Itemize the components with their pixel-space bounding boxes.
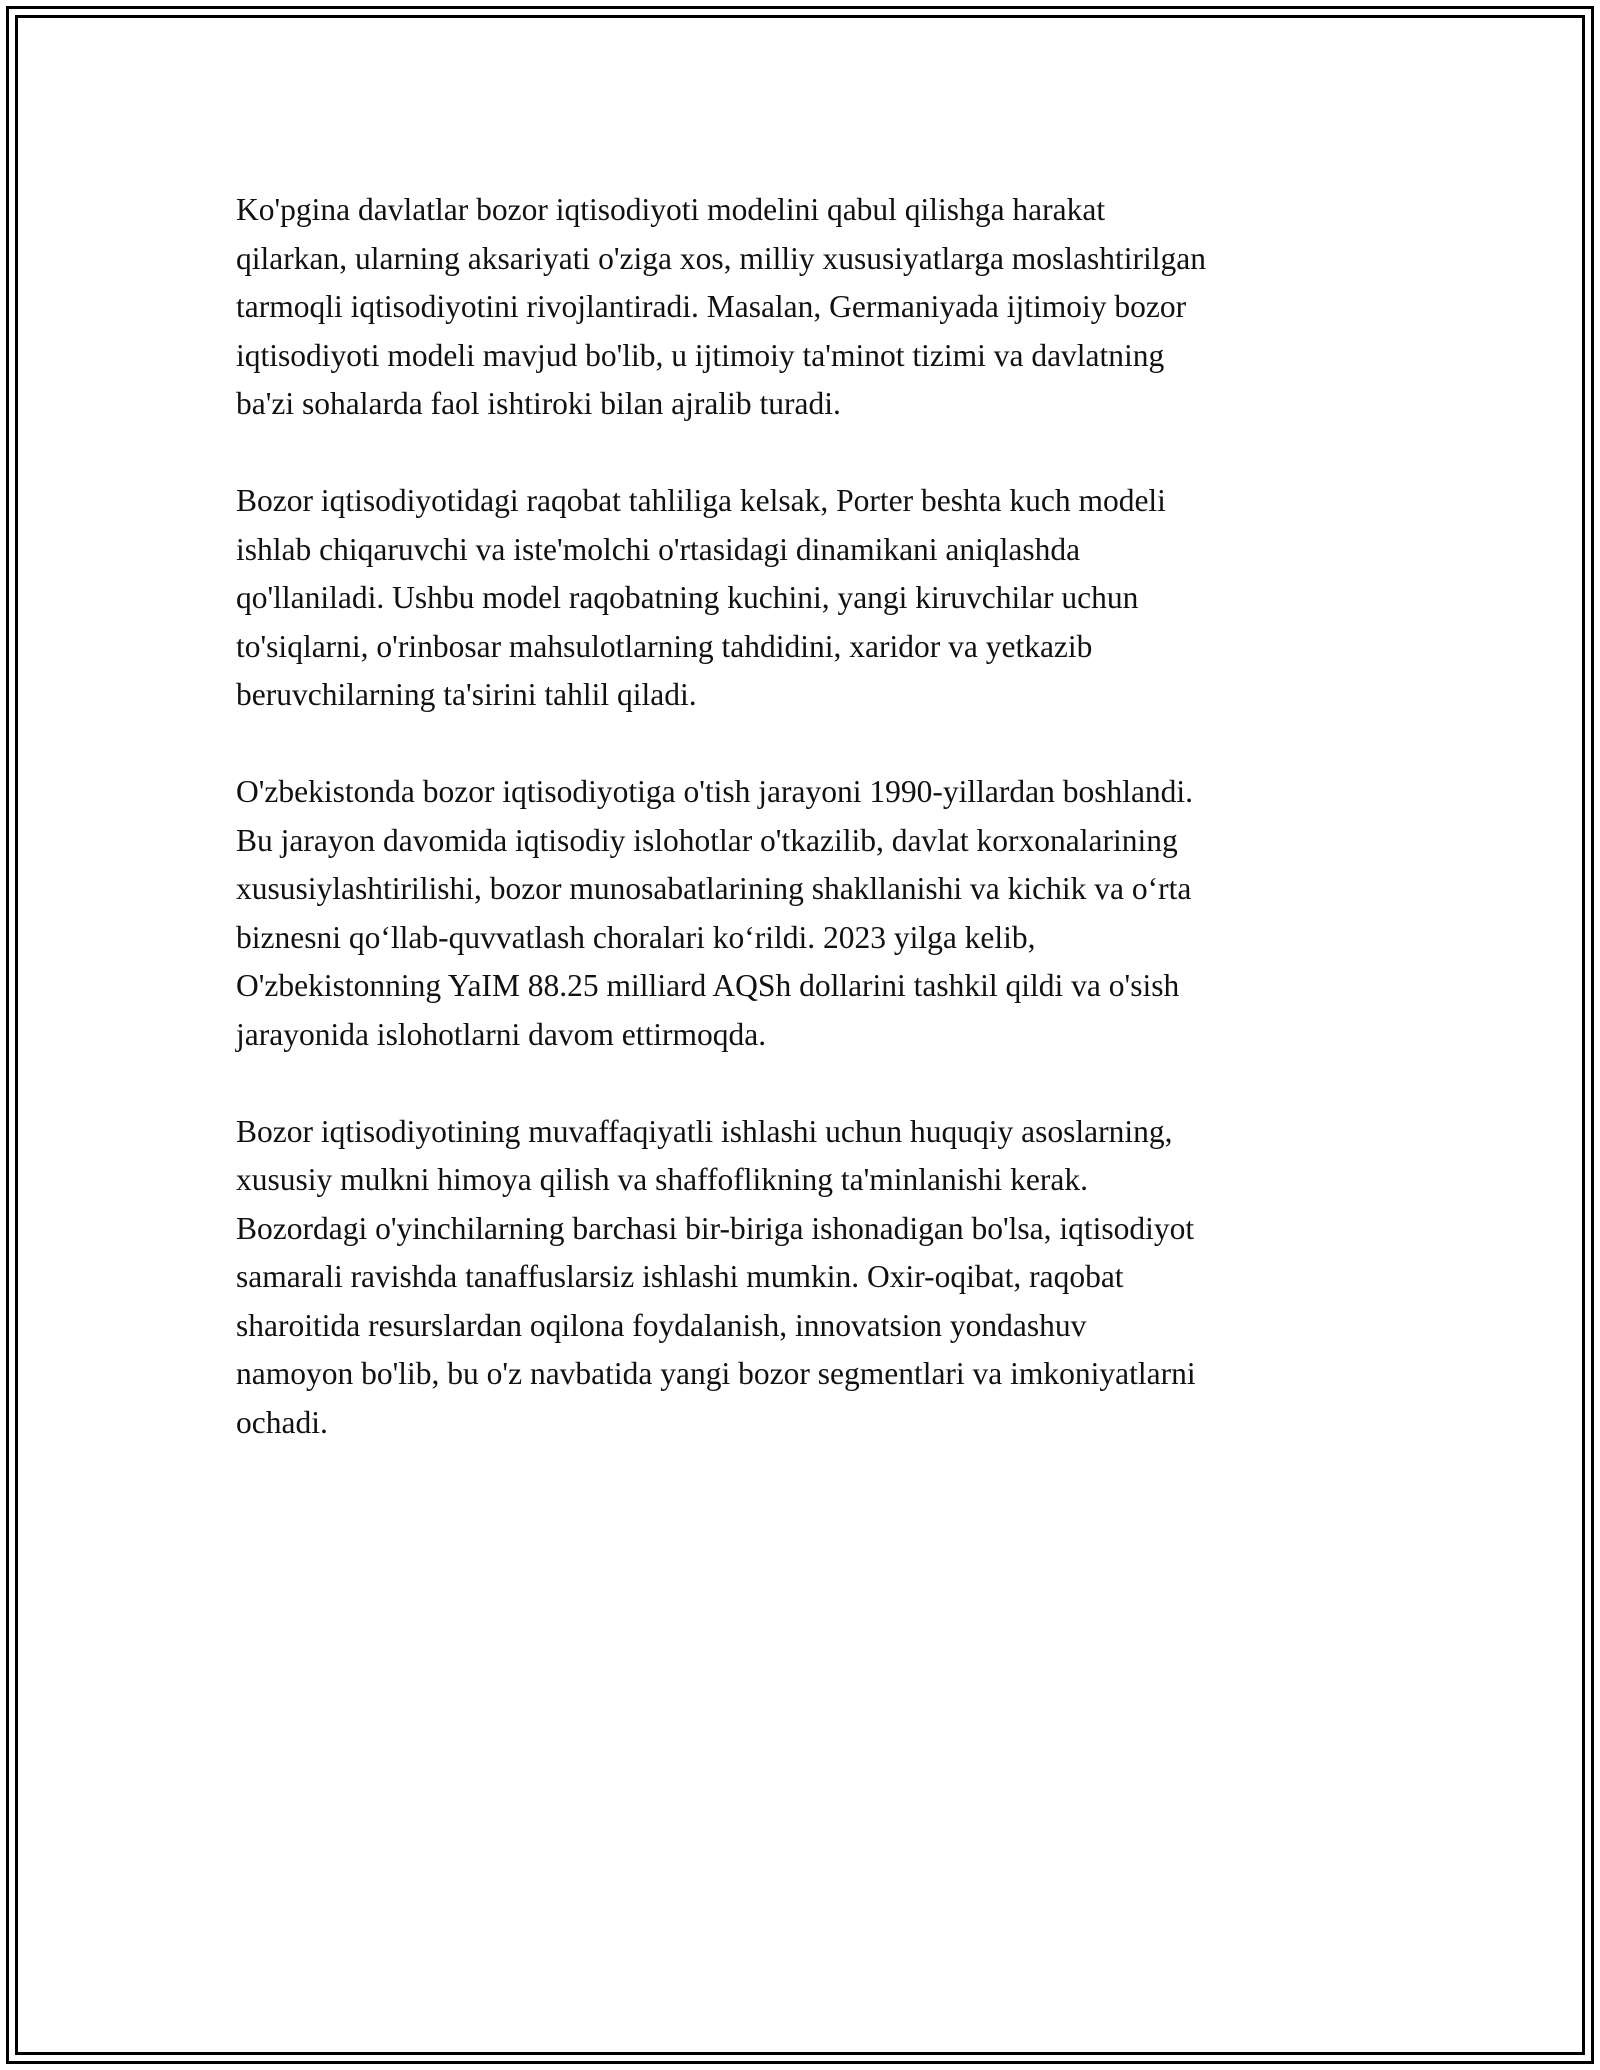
text-line: to'siqlarni, o'rinbosar mahsulotlarning tahdidini, xaridor va yetkazib (236, 628, 1093, 664)
paragraph-2 (236, 477, 1376, 720)
text-line: ba'zi sohalarda faol ishtiroki bilan ajralib turadi. (236, 386, 841, 421)
text-line: O'zbekistonning YaIM 88.25 milliard AQSh dollarini tashkil qildi va o'sish (236, 968, 1180, 1003)
text-line: Ko'pgina davlatlar bozor iqtisodiyoti modelini qabul qilishga harakat (236, 192, 1106, 227)
paragraph-1 (236, 186, 1376, 429)
text-line: iqtisodiyoti modeli mavjud bo'lib, u ijtimoiy ta'minot tizimi va davlatning (236, 337, 1165, 373)
text-line: Bu jarayon davomida iqtisodiy islohotlar o'tkazilib, davlat korxonalarining (236, 822, 1178, 858)
text-line: xususiy mulkni himoya qilish va shaffoflikning ta'minlanishi kerak. (236, 1162, 1089, 1197)
paragraph-4 (236, 1108, 1376, 1448)
text-line: Bozor iqtisodiyotining muvaffaqiyatli ishlashi uchun huquqiy asoslarning, (236, 1113, 1173, 1149)
text-line: ishlab chiqaruvchi va iste'molchi o'rtasidagi dinamikani aniqlashda (236, 531, 1081, 567)
text-line: Bozor iqtisodiyotidagi raqobat tahliliga kelsak, Porter beshta kuch modeli (236, 483, 1166, 518)
text-line: qilarkan, ularning aksariyati o'ziga xos, milliy xususiyatlarga moslashtirilgan (236, 240, 1207, 276)
text-line: biznesni qo‘llab-quvvatlash choralari ko‘rildi. 2023 yilga kelib, (236, 919, 1036, 955)
document-body (236, 186, 1376, 1496)
text-line: xususiylashtirilishi, bozor munosabatlarining shakllanishi va kichik va o‘rta (236, 871, 1192, 906)
text-line: Bozordagi o'yinchilarning barchasi bir-biriga ishonadigan bo'lsa, iqtisodiyot (236, 1210, 1195, 1246)
text-line: beruvchilarning ta'sirini tahlil qiladi. (236, 677, 697, 712)
text-line: jarayonida islohotlarni davom ettirmoqda. (236, 1016, 767, 1052)
text-line: ochadi. (236, 1404, 328, 1440)
text-line: sharoitida resurslardan oqilona foydalanish, innovatsion yondashuv (236, 1307, 1087, 1343)
text-line: tarmoqli iqtisodiyotini rivojlantiradi. Masalan, Germaniyada ijtimoiy bozor (236, 289, 1187, 324)
paragraph-3 (236, 768, 1376, 1059)
text-line: O'zbekistonda bozor iqtisodiyotiga o'tish jarayoni 1990-yillardan boshlandi. (236, 774, 1194, 809)
text-line: qo'llaniladi. Ushbu model raqobatning kuchini, yangi kiruvchilar uchun (236, 580, 1139, 615)
text-line: samarali ravishda tanaffuslarsiz ishlashi mumkin. Oxir-oqibat, raqobat (236, 1259, 1124, 1294)
text-line: namoyon bo'lib, bu o'z navbatida yangi bozor segmentlari va imkoniyatlarni (236, 1356, 1196, 1391)
